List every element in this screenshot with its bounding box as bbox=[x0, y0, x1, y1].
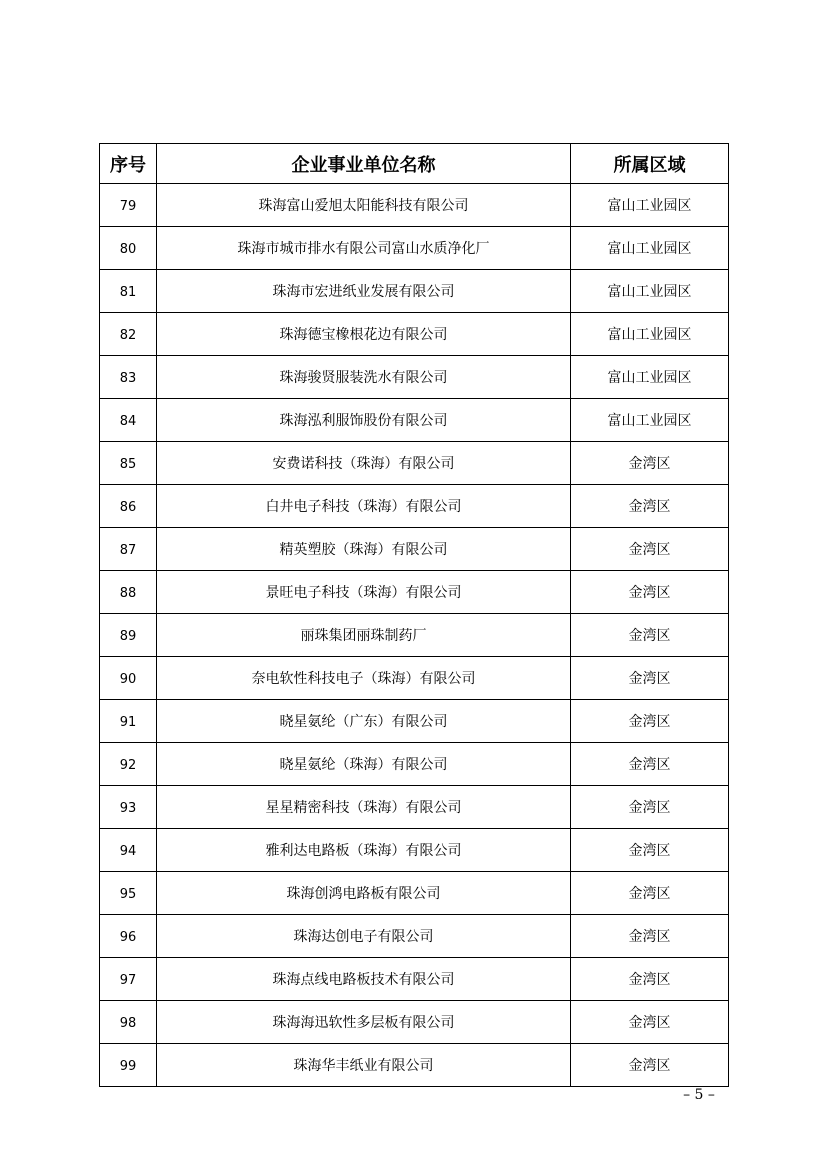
cell-seq: 85 bbox=[100, 442, 157, 485]
cell-name: 雅利达电路板（珠海）有限公司 bbox=[157, 829, 571, 872]
cell-area: 金湾区 bbox=[571, 958, 729, 1001]
cell-area: 富山工业园区 bbox=[571, 184, 729, 227]
cell-name: 珠海点线电路板技术有限公司 bbox=[157, 958, 571, 1001]
cell-area: 富山工业园区 bbox=[571, 399, 729, 442]
header-seq: 序号 bbox=[100, 144, 157, 184]
cell-area: 金湾区 bbox=[571, 743, 729, 786]
cell-area: 金湾区 bbox=[571, 571, 729, 614]
table-body bbox=[100, 184, 729, 1087]
header-name: 企业事业单位名称 bbox=[157, 144, 571, 184]
header-row bbox=[100, 144, 729, 184]
table-row bbox=[100, 356, 729, 399]
table-row bbox=[100, 958, 729, 1001]
cell-name: 景旺电子科技（珠海）有限公司 bbox=[157, 571, 571, 614]
cell-name: 珠海市宏进纸业发展有限公司 bbox=[157, 270, 571, 313]
cell-name: 安费诺科技（珠海）有限公司 bbox=[157, 442, 571, 485]
table-row bbox=[100, 571, 729, 614]
cell-area: 富山工业园区 bbox=[571, 356, 729, 399]
cell-name: 珠海骏贤服装洗水有限公司 bbox=[157, 356, 571, 399]
table-row bbox=[100, 614, 729, 657]
cell-area: 金湾区 bbox=[571, 614, 729, 657]
table-row bbox=[100, 786, 729, 829]
cell-area: 金湾区 bbox=[571, 442, 729, 485]
cell-area: 富山工业园区 bbox=[571, 270, 729, 313]
cell-seq: 96 bbox=[100, 915, 157, 958]
cell-area: 金湾区 bbox=[571, 528, 729, 571]
table-row bbox=[100, 227, 729, 270]
cell-name: 珠海华丰纸业有限公司 bbox=[157, 1044, 571, 1087]
cell-seq: 88 bbox=[100, 571, 157, 614]
cell-seq: 89 bbox=[100, 614, 157, 657]
table-row bbox=[100, 1044, 729, 1087]
table-row bbox=[100, 270, 729, 313]
table-row bbox=[100, 184, 729, 227]
cell-area: 金湾区 bbox=[571, 872, 729, 915]
cell-name: 珠海富山爱旭太阳能科技有限公司 bbox=[157, 184, 571, 227]
cell-name: 珠海达创电子有限公司 bbox=[157, 915, 571, 958]
cell-seq: 91 bbox=[100, 700, 157, 743]
cell-area: 金湾区 bbox=[571, 485, 729, 528]
cell-name: 珠海创鸿电路板有限公司 bbox=[157, 872, 571, 915]
cell-name: 珠海泓利服饰股份有限公司 bbox=[157, 399, 571, 442]
table-row bbox=[100, 1001, 729, 1044]
cell-name: 珠海德宝橡根花边有限公司 bbox=[157, 313, 571, 356]
cell-area: 金湾区 bbox=[571, 1001, 729, 1044]
cell-seq: 81 bbox=[100, 270, 157, 313]
cell-seq: 79 bbox=[100, 184, 157, 227]
cell-area: 金湾区 bbox=[571, 786, 729, 829]
cell-area: 金湾区 bbox=[571, 915, 729, 958]
cell-seq: 97 bbox=[100, 958, 157, 1001]
cell-seq: 94 bbox=[100, 829, 157, 872]
cell-area: 富山工业园区 bbox=[571, 313, 729, 356]
cell-area: 金湾区 bbox=[571, 829, 729, 872]
table-row bbox=[100, 872, 729, 915]
cell-seq: 90 bbox=[100, 657, 157, 700]
cell-seq: 83 bbox=[100, 356, 157, 399]
cell-name: 珠海海迅软性多层板有限公司 bbox=[157, 1001, 571, 1044]
cell-seq: 82 bbox=[100, 313, 157, 356]
cell-seq: 84 bbox=[100, 399, 157, 442]
table-row bbox=[100, 485, 729, 528]
table-row bbox=[100, 915, 729, 958]
table-row bbox=[100, 442, 729, 485]
cell-area: 富山工业园区 bbox=[571, 227, 729, 270]
cell-name: 白井电子科技（珠海）有限公司 bbox=[157, 485, 571, 528]
cell-seq: 93 bbox=[100, 786, 157, 829]
cell-name: 丽珠集团丽珠制药厂 bbox=[157, 614, 571, 657]
cell-name: 晓星氨纶（珠海）有限公司 bbox=[157, 743, 571, 786]
table-row bbox=[100, 313, 729, 356]
table-row bbox=[100, 657, 729, 700]
cell-area: 金湾区 bbox=[571, 1044, 729, 1087]
cell-seq: 95 bbox=[100, 872, 157, 915]
cell-name: 精英塑胶（珠海）有限公司 bbox=[157, 528, 571, 571]
cell-seq: 80 bbox=[100, 227, 157, 270]
table-row bbox=[100, 528, 729, 571]
enterprise-table bbox=[99, 143, 729, 1087]
cell-seq: 86 bbox=[100, 485, 157, 528]
cell-name: 晓星氨纶（广东）有限公司 bbox=[157, 700, 571, 743]
table-header bbox=[100, 144, 729, 184]
cell-seq: 98 bbox=[100, 1001, 157, 1044]
cell-name: 奈电软性科技电子（珠海）有限公司 bbox=[157, 657, 571, 700]
table-row bbox=[100, 743, 729, 786]
cell-name: 星星精密科技（珠海）有限公司 bbox=[157, 786, 571, 829]
cell-seq: 99 bbox=[100, 1044, 157, 1087]
cell-seq: 92 bbox=[100, 743, 157, 786]
table-row bbox=[100, 700, 729, 743]
cell-seq: 87 bbox=[100, 528, 157, 571]
cell-name: 珠海市城市排水有限公司富山水质净化厂 bbox=[157, 227, 571, 270]
page-number: – 5 – bbox=[683, 1087, 715, 1103]
header-area: 所属区域 bbox=[571, 144, 729, 184]
table-row bbox=[100, 399, 729, 442]
cell-area: 金湾区 bbox=[571, 657, 729, 700]
cell-area: 金湾区 bbox=[571, 700, 729, 743]
table-row bbox=[100, 829, 729, 872]
